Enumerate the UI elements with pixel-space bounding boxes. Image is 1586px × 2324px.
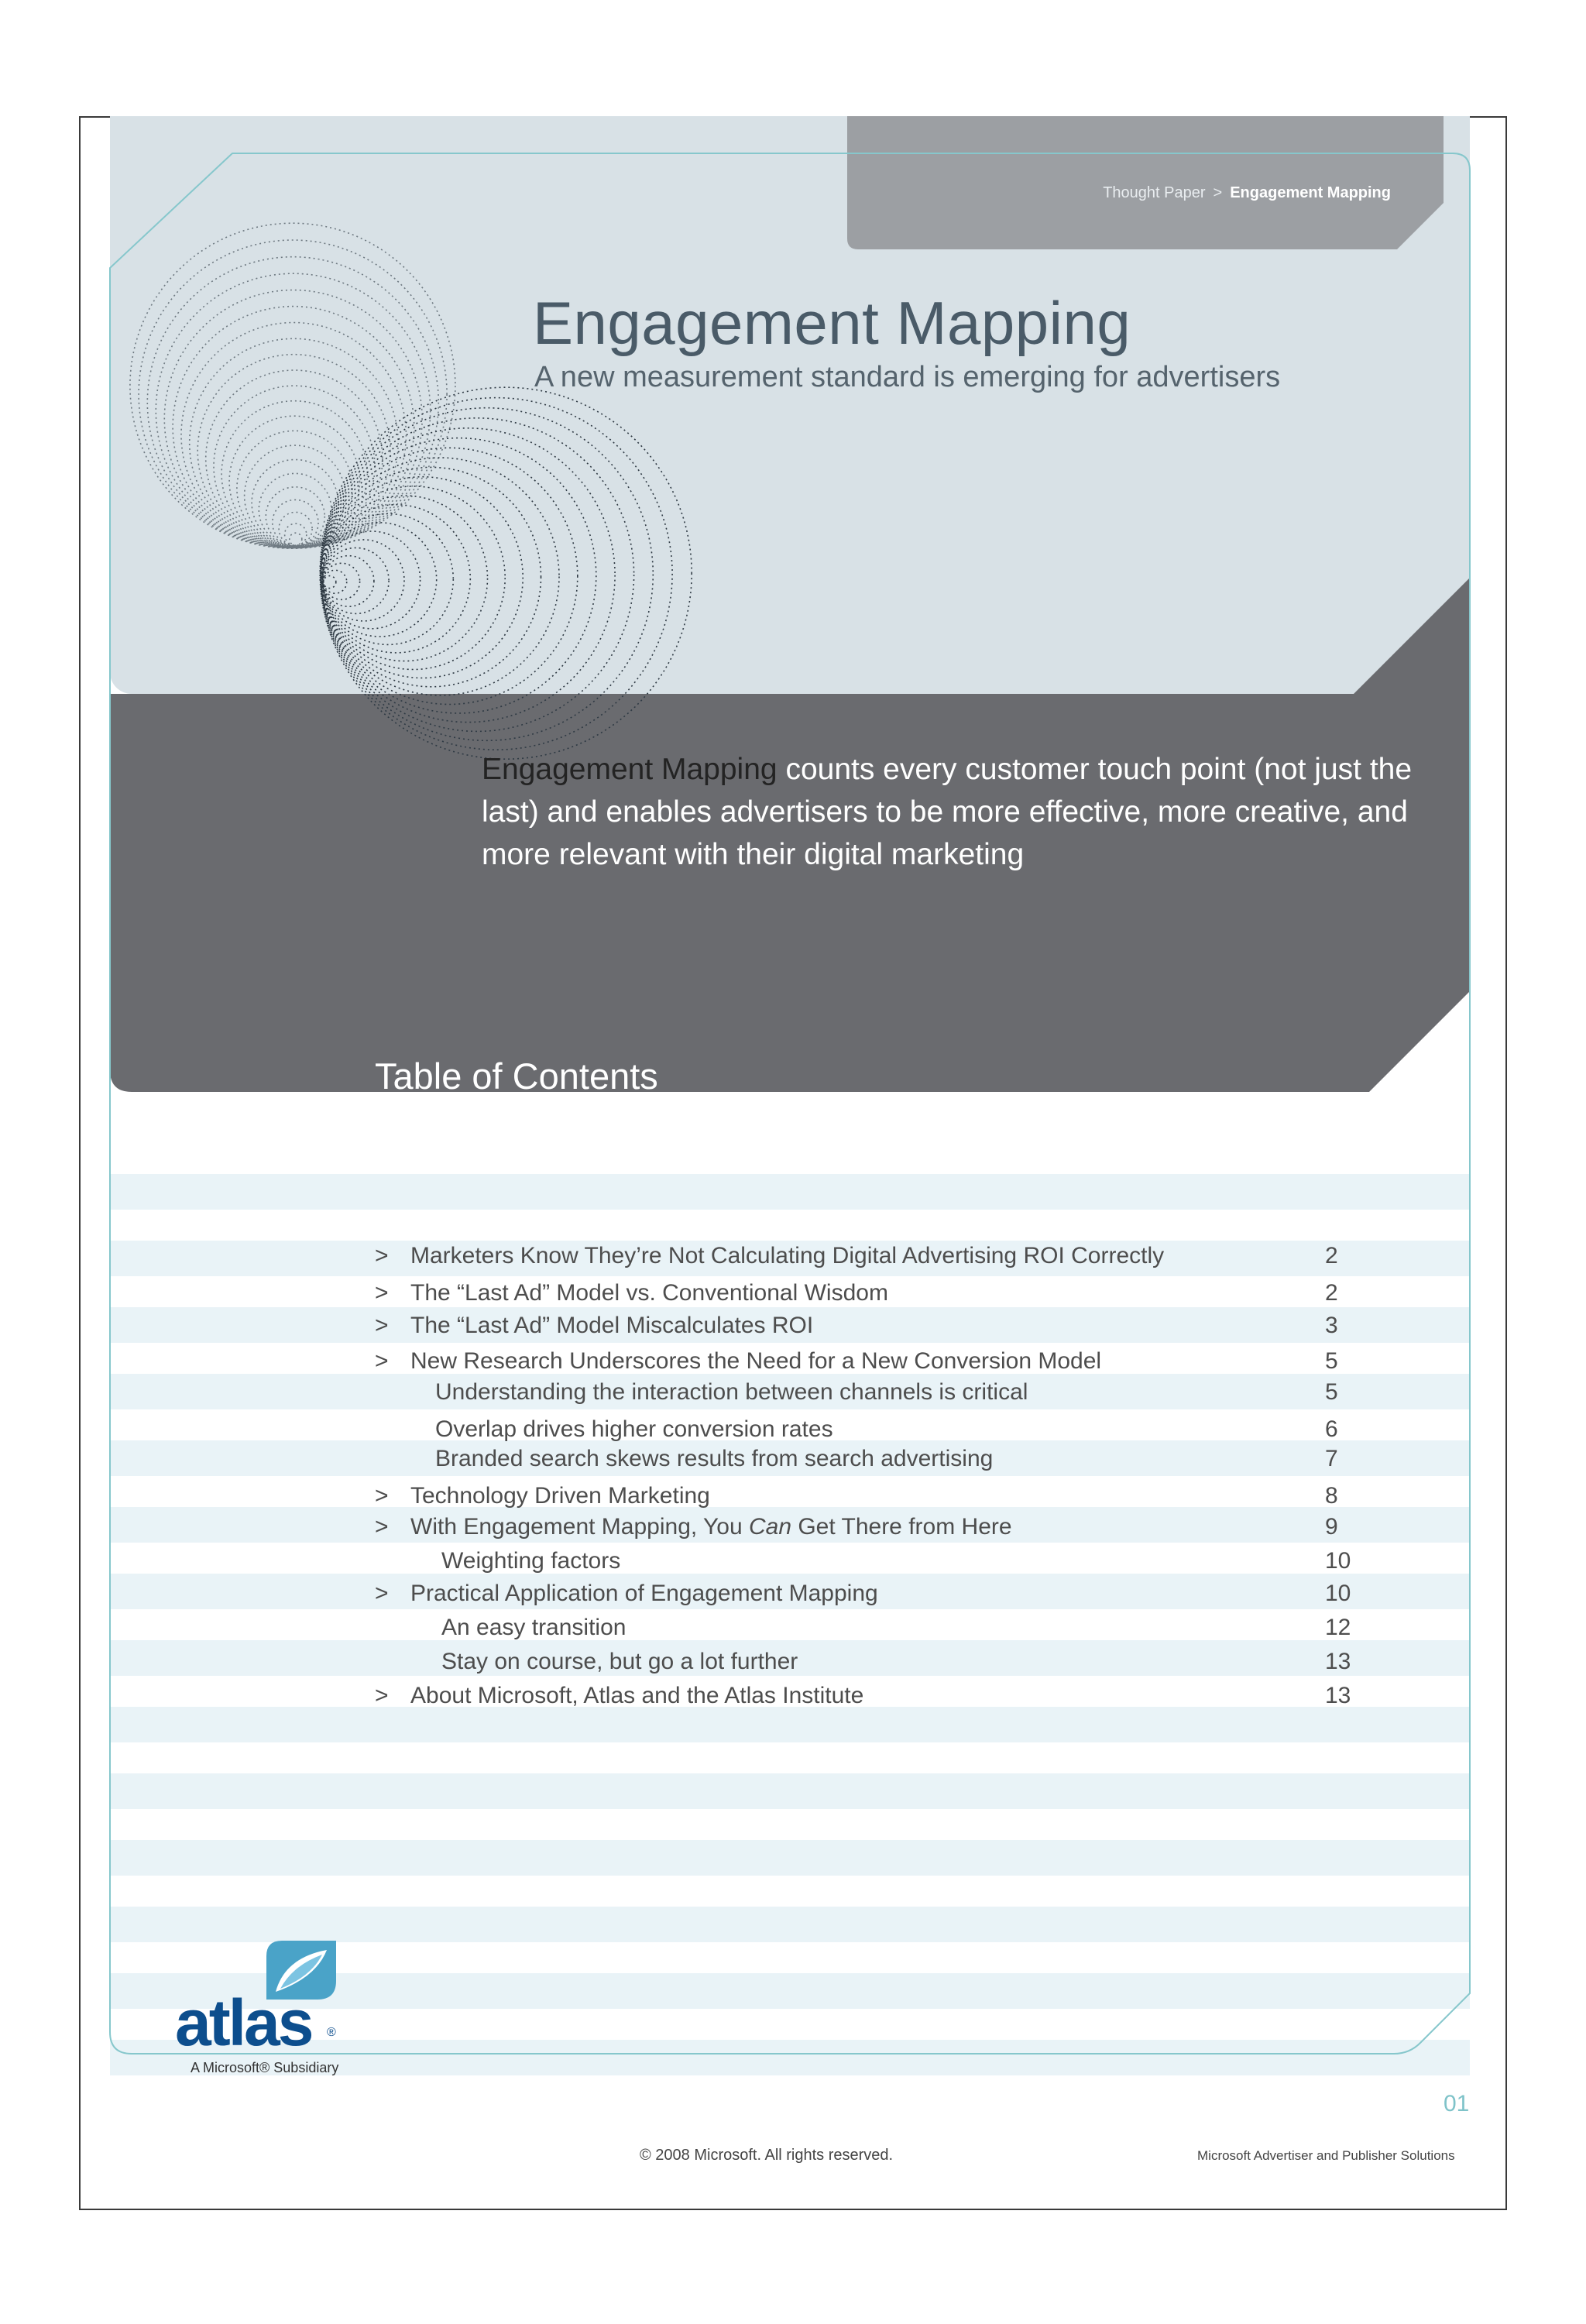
footer-org: Microsoft Advertiser and Publisher Solutions	[1197, 2148, 1455, 2163]
toc-entry-label: Marketers Know They’re Not Calculating Digital Advertising ROI Correctly	[410, 1243, 1165, 1268]
page-subtitle: A new measurement standard is emerging for advertisers	[534, 361, 1281, 393]
toc-entry-label: Technology Driven Marketing	[410, 1483, 710, 1509]
toc-entry[interactable]	[375, 1310, 1343, 1341]
toc-entry-page: 13	[1325, 1649, 1351, 1674]
copyright: © 2008 Microsoft. All rights reserved.	[640, 2147, 894, 2164]
breadcrumb-current: Engagement Mapping	[1230, 184, 1391, 201]
toc-entry[interactable]	[375, 1646, 1351, 1677]
summary-text	[482, 748, 1450, 876]
toc-entry[interactable]	[375, 1512, 1343, 1543]
summary-rest: counts every customer touch point (not just the last) and enables advertisers to be more effective, more creative, and more relevant with their digital marketing	[482, 753, 1413, 871]
toc-entry-label: New Research Underscores the Need for a New Conversion Model	[410, 1348, 1102, 1374]
toc-entry[interactable]	[375, 1578, 1351, 1609]
toc-entry-page: 2	[1325, 1280, 1338, 1306]
toc-entry-label: About Microsoft, Atlas and the Atlas Institute	[410, 1683, 864, 1708]
toc-entry-page: 10	[1325, 1581, 1351, 1606]
toc-entry-page: 6	[1325, 1416, 1338, 1442]
toc-entry-page: 5	[1325, 1348, 1338, 1374]
breadcrumb	[1103, 184, 1391, 202]
toc-entry-label: Branded search skews results from search advertising	[435, 1446, 994, 1471]
toc-entry[interactable]	[375, 1377, 1343, 1408]
toc-entry-label-em: Can	[748, 1514, 792, 1540]
page-title: Engagement Mapping	[533, 289, 1131, 357]
toc-entry[interactable]	[375, 1680, 1351, 1711]
toc-entry[interactable]	[375, 1241, 1343, 1272]
toc-entry[interactable]	[375, 1481, 1343, 1512]
toc-entry[interactable]	[375, 1414, 1343, 1445]
toc-bullet: >	[375, 1243, 389, 1268]
atlas-logo	[175, 1934, 345, 2082]
toc-entry-page: 5	[1325, 1379, 1338, 1405]
toc-entry-label: An easy transition	[441, 1615, 627, 1640]
page-number: 01	[1444, 2091, 1470, 2116]
toc-entry-page: 2	[1325, 1243, 1338, 1268]
toc-entry-label: Practical Application of Engagement Mapping	[410, 1581, 878, 1606]
toc-bullet: >	[375, 1348, 389, 1374]
logo-wordmark: atlas	[175, 1986, 312, 2059]
toc-entry-label: Overlap drives higher conversion rates	[435, 1416, 833, 1442]
toc-entry-label	[410, 1512, 1012, 1543]
toc-entry-page: 8	[1325, 1483, 1338, 1509]
toc-entry[interactable]	[375, 1346, 1343, 1377]
toc-entry-page: 10	[1325, 1548, 1351, 1574]
logo-tagline: A Microsoft® Subsidiary	[191, 2060, 339, 2075]
toc-bullet: >	[375, 1280, 389, 1306]
toc-entry[interactable]	[375, 1278, 1343, 1309]
toc-entry[interactable]	[375, 1612, 1351, 1643]
toc-entry-page: 9	[1325, 1514, 1338, 1540]
breadcrumb-separator: >	[1213, 184, 1223, 201]
logo-registered-mark: ®	[327, 2026, 336, 2039]
toc-entry-label: Weighting factors	[441, 1548, 621, 1574]
toc-entry-page: 3	[1325, 1313, 1338, 1338]
toc-entry-label: Stay on course, but go a lot further	[441, 1649, 798, 1674]
toc-bullet: >	[375, 1514, 389, 1540]
toc-bullet: >	[375, 1581, 389, 1606]
toc-bullet: >	[375, 1683, 389, 1708]
toc-entry-label: The “Last Ad” Model vs. Conventional Wisdom	[410, 1280, 888, 1306]
toc-heading: Table of Contents	[375, 1056, 658, 1097]
toc-entry-page: 12	[1325, 1615, 1351, 1640]
toc-entry-page: 13	[1325, 1683, 1351, 1708]
toc-entry[interactable]	[375, 1443, 1343, 1474]
summary-lead: Engagement Mapping	[482, 753, 778, 786]
toc-entry-label: Understanding the interaction between channels is critical	[435, 1379, 1028, 1405]
toc-entry-label-post: Get There from Here	[791, 1514, 1012, 1540]
breadcrumb-parent[interactable]: Thought Paper	[1103, 184, 1206, 201]
toc-bullet: >	[375, 1313, 389, 1338]
toc-entry-page: 7	[1325, 1446, 1338, 1471]
toc-entry[interactable]	[375, 1546, 1351, 1577]
toc-bullet: >	[375, 1483, 389, 1509]
toc-entry-label-pre: With Engagement Mapping, You	[410, 1514, 749, 1540]
toc-entry-label: The “Last Ad” Model Miscalculates ROI	[410, 1313, 814, 1338]
